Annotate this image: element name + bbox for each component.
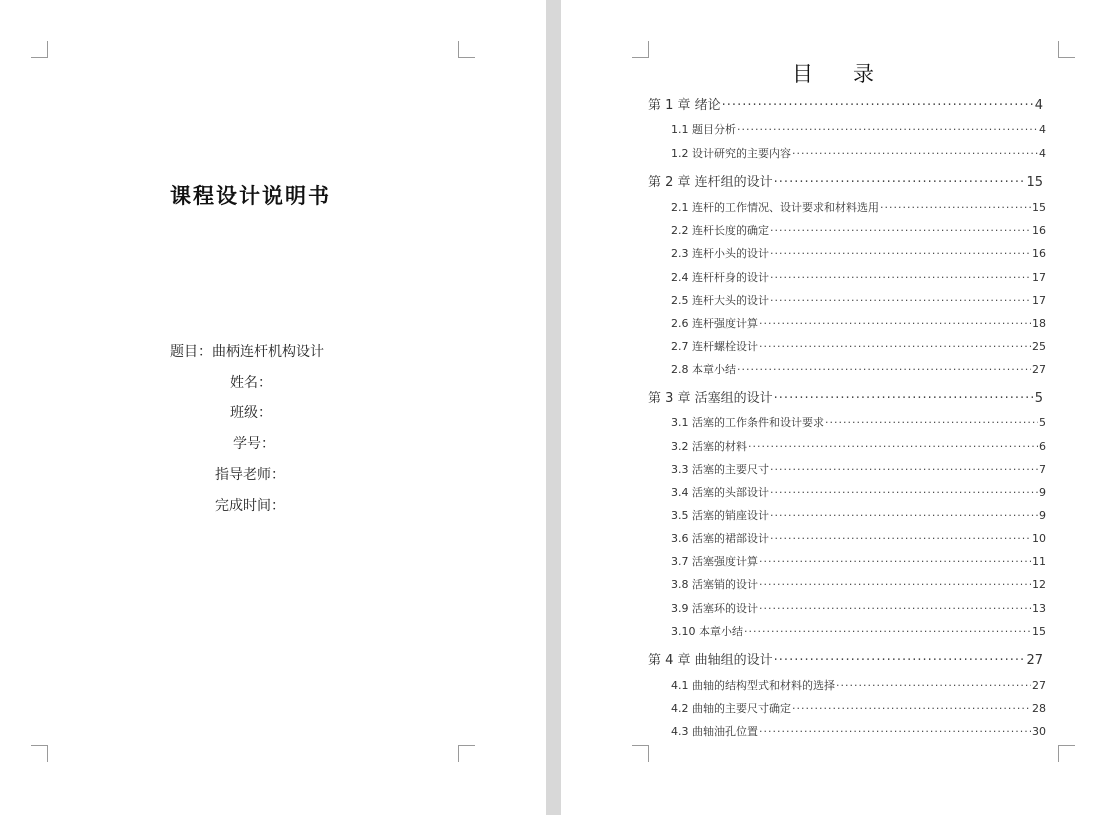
toc-entry-page-number: 10 — [1032, 532, 1046, 545]
toc-chapter-entry[interactable] — [648, 171, 1043, 190]
toc-entry-label: 2.2 连杆长度的确定 — [671, 224, 769, 237]
cover-field-value: 曲柄连杆机构设计 — [212, 344, 324, 360]
toc-section-entry[interactable] — [671, 484, 1046, 500]
cover-field-label: 姓名： — [230, 375, 272, 391]
cover-title[interactable]: 课程设计说明书 — [170, 183, 331, 208]
toc-section-entry[interactable] — [671, 121, 1046, 137]
toc-dot-leader — [770, 486, 1038, 499]
toc-entry-page-number: 15 — [1026, 175, 1043, 190]
toc-section-entry[interactable] — [671, 338, 1046, 354]
toc-entry-label: 2.5 连杆大头的设计 — [671, 294, 769, 307]
toc-dot-leader — [880, 201, 1031, 214]
toc-section-entry[interactable] — [671, 438, 1046, 454]
toc-dot-leader — [770, 532, 1031, 545]
toc-entry-label: 3.4 活塞的头部设计 — [671, 486, 769, 499]
toc-dot-leader — [770, 247, 1031, 260]
toc-section-entry[interactable] — [671, 414, 1046, 430]
toc-dot-leader — [770, 509, 1038, 522]
page-gutter — [546, 0, 561, 815]
toc-entry-page-number: 13 — [1032, 602, 1046, 615]
toc-entry-page-number: 11 — [1032, 555, 1046, 568]
toc-dot-leader — [792, 147, 1038, 160]
toc-entry-label: 4.1 曲轴的结构型式和材料的选择 — [671, 679, 835, 692]
toc-dot-leader — [770, 224, 1031, 237]
toc-entry-label: 3.1 活塞的工作条件和设计要求 — [671, 416, 824, 429]
cover-field-label: 指导老师： — [215, 467, 285, 483]
toc-chapter-entry[interactable] — [648, 649, 1043, 668]
toc-section-entry[interactable] — [671, 315, 1046, 331]
toc-entry-page-number: 18 — [1032, 317, 1046, 330]
toc-entry-page-number: 6 — [1039, 440, 1046, 453]
toc-dot-leader — [770, 294, 1031, 307]
toc-entry-label: 4.2 曲轴的主要尺寸确定 — [671, 702, 791, 715]
toc-entry-page-number: 16 — [1032, 247, 1046, 260]
crop-mark-top-left — [632, 41, 649, 58]
crop-mark-bottom-right — [458, 745, 475, 762]
toc-dot-leader — [836, 679, 1031, 692]
toc-section-entry[interactable] — [671, 700, 1046, 716]
toc-entry-page-number: 5 — [1034, 391, 1043, 406]
cover-field-advisor[interactable] — [215, 464, 285, 484]
toc-entry-page-number: 25 — [1032, 340, 1046, 353]
toc-entry-page-number: 9 — [1039, 486, 1046, 499]
toc-section-entry[interactable] — [671, 461, 1046, 477]
toc-entry-label: 3.10 本章小结 — [671, 625, 743, 638]
toc-entry-page-number: 12 — [1032, 578, 1046, 591]
toc-dot-leader — [744, 625, 1031, 638]
toc-entry-label: 2.6 连杆强度计算 — [671, 317, 758, 330]
cover-field-label: 完成时间： — [215, 498, 285, 514]
toc-entry-page-number: 4 — [1039, 123, 1046, 136]
toc-entry-page-number: 4 — [1034, 98, 1043, 113]
toc-entry-page-number: 15 — [1032, 201, 1046, 214]
toc-entry-page-number: 17 — [1032, 294, 1046, 307]
toc-dot-leader — [792, 702, 1031, 715]
toc-heading: 目录 — [792, 62, 914, 86]
toc-entry-label: 3.5 活塞的销座设计 — [671, 509, 769, 522]
toc-entry-page-number: 30 — [1032, 725, 1046, 738]
toc-dot-leader — [759, 725, 1031, 738]
toc-section-entry[interactable] — [671, 600, 1046, 616]
toc-dot-leader — [737, 123, 1038, 136]
toc-entry-label: 1.1 题目分析 — [671, 123, 736, 136]
cover-field-label: 题目： — [170, 344, 212, 360]
toc-dot-leader — [759, 555, 1031, 568]
toc-dot-leader — [722, 98, 1034, 113]
toc-dot-leader — [759, 340, 1031, 353]
toc-entry-page-number: 27 — [1032, 679, 1046, 692]
toc-entry-page-number: 27 — [1026, 653, 1043, 668]
toc-section-entry[interactable] — [671, 145, 1046, 161]
toc-dot-leader — [759, 317, 1031, 330]
toc-entry-label: 2.7 连杆螺栓设计 — [671, 340, 758, 353]
toc-entry-page-number: 15 — [1032, 625, 1046, 638]
cover-field-completion-date[interactable] — [215, 495, 285, 515]
toc-chapter-entry[interactable] — [648, 387, 1043, 406]
cover-field-class[interactable] — [230, 402, 272, 422]
toc-entry-page-number: 4 — [1039, 147, 1046, 160]
toc-dot-leader — [774, 391, 1034, 406]
toc-entry-page-number: 9 — [1039, 509, 1046, 522]
toc-entry-label: 1.2 设计研究的主要内容 — [671, 147, 791, 160]
crop-mark-top-left — [31, 41, 48, 58]
toc-section-entry[interactable] — [671, 723, 1046, 739]
toc-section-entry[interactable] — [671, 507, 1046, 523]
toc-entry-label: 3.8 活塞销的设计 — [671, 578, 758, 591]
crop-mark-bottom-left — [632, 745, 649, 762]
toc-dot-leader — [774, 175, 1026, 190]
toc-dot-leader — [759, 578, 1031, 591]
toc-entry-label: 第 2 章 连杆组的设计 — [648, 175, 773, 190]
toc-section-entry[interactable] — [671, 677, 1046, 693]
toc-entry-label: 2.4 连杆杆身的设计 — [671, 271, 769, 284]
toc-entry-label: 2.8 本章小结 — [671, 363, 736, 376]
toc-entry-label: 2.3 连杆小头的设计 — [671, 247, 769, 260]
cover-field-student-id[interactable] — [233, 433, 275, 453]
toc-entry-label: 第 4 章 曲轴组的设计 — [648, 653, 773, 668]
toc-entry-label: 4.3 曲轴油孔位置 — [671, 725, 758, 738]
toc-entry-page-number: 16 — [1032, 224, 1046, 237]
toc-dot-leader — [774, 653, 1026, 668]
cover-page — [0, 0, 546, 815]
toc-section-entry[interactable] — [671, 553, 1046, 569]
toc-chapter-entry[interactable] — [648, 94, 1043, 113]
toc-section-entry[interactable] — [671, 576, 1046, 592]
toc-section-entry[interactable] — [671, 199, 1046, 215]
toc-page — [561, 0, 1105, 815]
cover-field-label: 学号： — [233, 436, 275, 452]
toc-entry-label: 3.9 活塞环的设计 — [671, 602, 758, 615]
toc-dot-leader — [825, 416, 1038, 429]
crop-mark-bottom-left — [31, 745, 48, 762]
toc-section-entry[interactable] — [671, 361, 1046, 377]
toc-entry-label: 3.6 活塞的裙部设计 — [671, 532, 769, 545]
toc-entry-page-number: 17 — [1032, 271, 1046, 284]
cover-field-name[interactable] — [230, 372, 272, 392]
cover-field-label: 班级： — [230, 405, 272, 421]
toc-entry-label: 第 1 章 绪论 — [648, 98, 721, 113]
toc-section-entry[interactable] — [671, 245, 1046, 261]
toc-dot-leader — [770, 463, 1038, 476]
toc-entry-label: 3.2 活塞的材料 — [671, 440, 747, 453]
toc-section-entry[interactable] — [671, 623, 1046, 639]
crop-mark-bottom-right — [1058, 745, 1075, 762]
toc-entry-page-number: 27 — [1032, 363, 1046, 376]
toc-section-entry[interactable] — [671, 269, 1046, 285]
toc-entry-page-number: 28 — [1032, 702, 1046, 715]
toc-dot-leader — [737, 363, 1031, 376]
toc-entry-label: 3.7 活塞强度计算 — [671, 555, 758, 568]
toc-entry-label: 3.3 活塞的主要尺寸 — [671, 463, 769, 476]
toc-dot-leader — [759, 602, 1031, 615]
toc-entry-label: 第 3 章 活塞组的设计 — [648, 391, 773, 406]
toc-section-entry[interactable] — [671, 292, 1046, 308]
toc-section-entry[interactable] — [671, 222, 1046, 238]
crop-mark-top-right — [1058, 41, 1075, 58]
toc-dot-leader — [748, 440, 1038, 453]
crop-mark-top-right — [458, 41, 475, 58]
toc-entry-page-number: 7 — [1039, 463, 1046, 476]
toc-entry-page-number: 5 — [1039, 416, 1046, 429]
toc-dot-leader — [770, 271, 1031, 284]
toc-entry-label: 2.1 连杆的工作情况、设计要求和材料选用 — [671, 201, 879, 214]
toc-section-entry[interactable] — [671, 530, 1046, 546]
cover-field-topic[interactable] — [170, 341, 324, 361]
